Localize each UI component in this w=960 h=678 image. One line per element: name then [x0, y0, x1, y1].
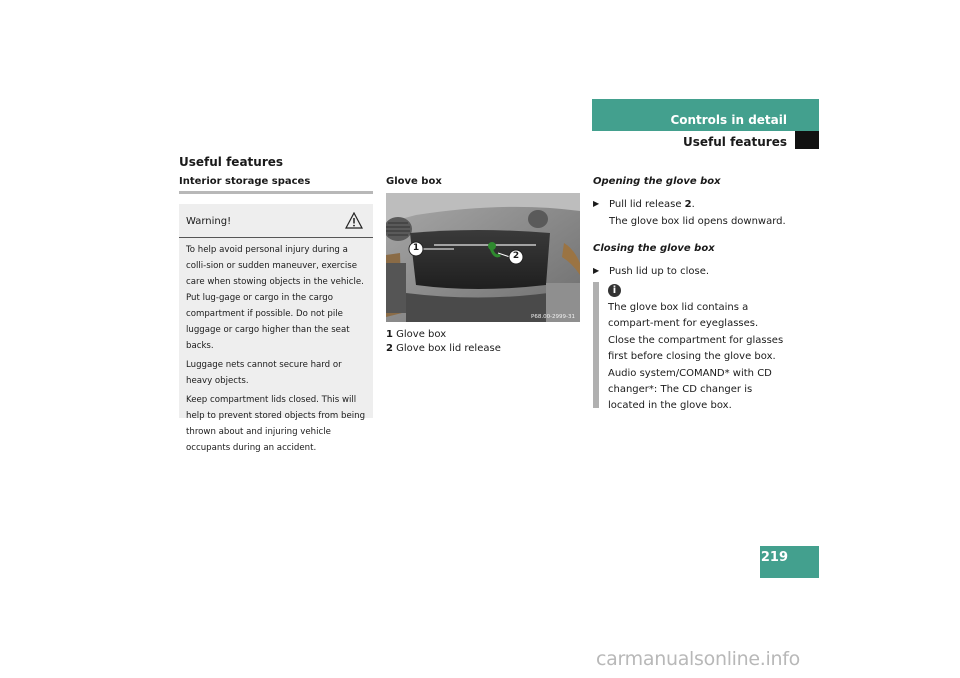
closing-step-text: Push lid up to close.: [609, 266, 710, 277]
legend-text: Glove box lid release: [396, 343, 501, 354]
glove-box-photo: [386, 193, 580, 322]
info-icon: i: [608, 284, 621, 297]
legend-text: Glove box: [396, 329, 447, 340]
step-arrow-icon: ▶: [593, 266, 600, 275]
info-paragraph: Close the compartment for glasses first before closing the glove box.: [608, 335, 784, 362]
opening-title: Opening the glove box: [593, 176, 721, 187]
column1-title: Interior storage spaces: [179, 176, 373, 194]
warning-body: [179, 238, 373, 456]
warning-paragraph: Luggage nets cannot secure hard or heavy objects.: [186, 360, 342, 386]
info-paragraph: Audio system/COMAND* with CD changer*: The CD changer is located in the glove box.: [608, 368, 772, 411]
photo-legend: [386, 328, 501, 356]
page-number: 219: [760, 546, 819, 578]
opening-step-ref: 2: [684, 199, 692, 210]
warning-paragraph: Keep compartment lids closed. This will help to prevent stored objects from being thrown about and injuring vehicle occupants during an accident.: [186, 395, 366, 453]
header-section-title: Controls in detail: [670, 113, 787, 127]
legend-item: [386, 328, 501, 342]
header-section-bar: [592, 99, 819, 131]
callout-1: 1: [412, 243, 420, 253]
closing-step: [593, 266, 819, 277]
opening-result: The glove box lid opens downward.: [609, 216, 786, 227]
header-marker: [795, 131, 819, 149]
closing-title: Closing the glove box: [593, 243, 715, 254]
header-subsection-bar: [592, 131, 819, 149]
watermark: carmanualsonline.info: [596, 648, 800, 670]
column3: [593, 176, 819, 277]
opening-step: [593, 199, 819, 210]
warning-box: [179, 204, 373, 453]
header-subsection-title: Useful features: [682, 135, 787, 149]
callout-2: 2: [512, 251, 520, 261]
warning-title: Warning!: [186, 216, 232, 227]
warning-paragraph: To help avoid personal injury during a colli-sion or sudden maneuver, exercise care when stowing objects in the vehicle. Put lug-gage or cargo in the cargo compartment if possible. Do not pile luggage or cargo higher than the seat backs.: [186, 245, 364, 351]
legend-item: [386, 342, 501, 356]
warning-triangle-icon: [345, 212, 363, 229]
legend-number: 2: [386, 343, 393, 354]
column2-title: Glove box: [386, 176, 442, 187]
warning-header: [179, 204, 373, 238]
legend-number: 1: [386, 329, 393, 340]
page-title: Useful features: [179, 155, 284, 169]
photo-code: P68.00-2999-31: [531, 314, 576, 320]
step-arrow-icon: ▶: [593, 199, 600, 208]
opening-step-end: .: [691, 199, 695, 210]
info-paragraph: The glove box lid contains a compart-ment for eyeglasses.: [608, 302, 759, 329]
opening-step-text: Pull lid release: [609, 199, 682, 210]
info-box: [593, 282, 791, 411]
